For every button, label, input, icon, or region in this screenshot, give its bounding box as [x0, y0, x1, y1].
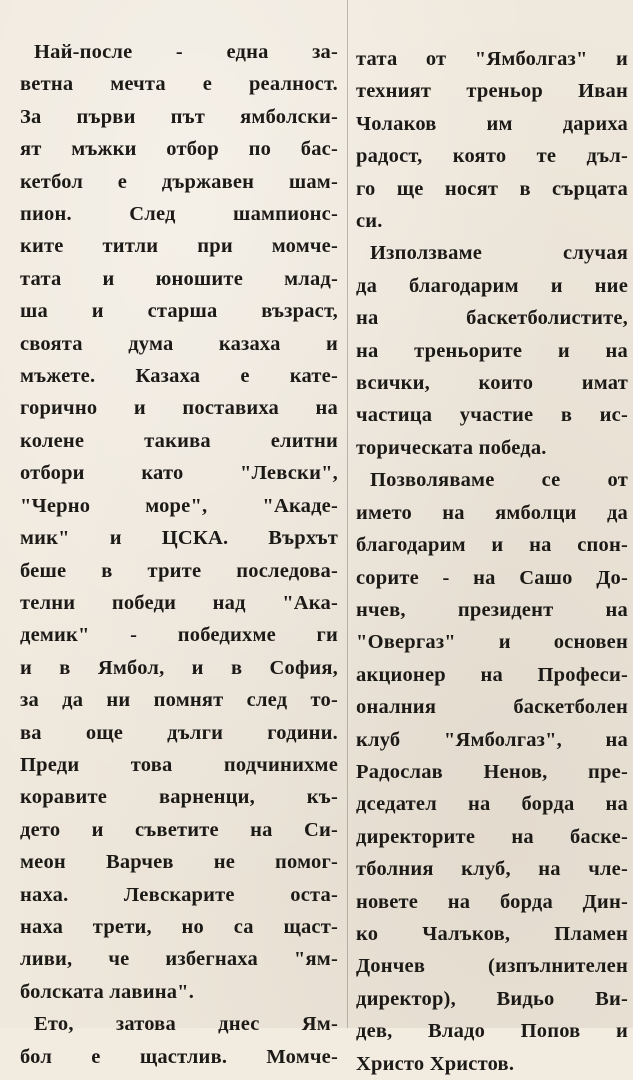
- text-line: пион. След шампионс-: [20, 203, 338, 226]
- text-line: тата от "Ямболгаз" и: [356, 48, 628, 70]
- text-line: на треньорите и на: [356, 339, 628, 362]
- text-line: радост, която те дъл-: [356, 145, 628, 168]
- text-line: наха трети, но са щаст-: [20, 915, 338, 938]
- text-line: на баскетболистите,: [356, 307, 628, 330]
- text-line: ките титли при момче-: [20, 235, 338, 258]
- text-line: оналния баскетболен: [356, 696, 628, 719]
- text-line: За първи път ямболски-: [20, 105, 338, 128]
- text-line: ко Чалъков, Пламен: [356, 922, 628, 945]
- text-line: Дончев (изпълнителен: [356, 955, 628, 978]
- text-line: бол е щастлив. Момче-: [20, 1045, 338, 1068]
- text-line: новете на борда Дин-: [356, 890, 628, 913]
- text-line: акционер на Професи-: [356, 663, 628, 686]
- text-line: благодарим и на спон-: [356, 534, 628, 557]
- text-line: Чолаков им дариха: [356, 112, 628, 135]
- text-line: ливи, че избегнаха "ям-: [20, 948, 338, 971]
- text-line: частица участие в ис-: [356, 404, 628, 427]
- text-line: и в Ямбол, и в София,: [20, 656, 338, 679]
- text-line: беше в трите последова-: [20, 559, 338, 582]
- text-line: ша и старша възраст,: [20, 300, 338, 323]
- text-line: демик" - победихме ги: [20, 624, 338, 647]
- text-line: Преди това подчинихме: [20, 753, 338, 776]
- text-line: Радослав Ненов, пре-: [356, 760, 628, 783]
- text-line: меон Варчев не помог-: [20, 851, 338, 874]
- text-line: отбори като "Левски",: [20, 462, 338, 485]
- text-line: Използваме случая: [370, 242, 628, 265]
- text-line: клуб "Ямболгаз", на: [356, 728, 628, 751]
- text-line: ветна мечта е реалност.: [20, 73, 338, 96]
- text-line: наха. Левскарите оста-: [20, 883, 338, 906]
- text-line: тата и юношите млад-: [20, 267, 338, 290]
- text-line: Христо Христов.: [356, 1052, 515, 1075]
- text-line: директор), Видьо Ви-: [356, 987, 628, 1010]
- text-line: сорите - на Сашо До-: [356, 566, 628, 589]
- article-column-right: [356, 0, 628, 1080]
- column-divider: [347, 0, 348, 1028]
- text-line: дев, Владо Попов и: [356, 1020, 628, 1043]
- text-line: коравите варненци, къ-: [20, 786, 338, 809]
- text-line: ят мъжки отбор по бас-: [20, 138, 338, 161]
- text-line: "Овергаз" и основен: [356, 631, 628, 654]
- text-line: горично и поставиха на: [20, 397, 338, 420]
- text-line: дседател на борда на: [356, 793, 628, 816]
- text-line: колене такива елитни: [20, 429, 338, 452]
- text-line: кетбол е държавен шам-: [20, 170, 338, 193]
- text-line: да благодарим и ние: [356, 274, 628, 297]
- text-line: всички, които имат: [356, 372, 628, 395]
- text-line: директорите на баске-: [356, 825, 628, 848]
- text-line: ва още дълги години.: [20, 721, 338, 744]
- text-line: телни победи над "Ака-: [20, 591, 338, 614]
- text-line: за да ни помнят след то-: [20, 689, 338, 712]
- text-line: техният треньор Иван: [356, 80, 628, 103]
- text-line: дето и съветите на Си-: [20, 818, 338, 841]
- text-line: си.: [356, 210, 383, 233]
- text-line: Ето, затова днес Ям-: [34, 1013, 338, 1036]
- text-line: торическата победа.: [356, 436, 547, 459]
- text-line: болската лавина".: [20, 980, 195, 1003]
- text-line: мъжете. Казаха е кате-: [20, 365, 338, 388]
- text-line: своята дума казаха и: [20, 332, 338, 355]
- text-line: тболния клуб, на чле-: [356, 858, 628, 881]
- text-line: Най-после - една за-: [34, 41, 338, 63]
- text-line: Позволяваме се от: [370, 469, 628, 492]
- text-line: името на ямболци да: [356, 501, 628, 524]
- article-column-left: [20, 0, 338, 1073]
- text-line: го ще носят в сърцата: [356, 177, 628, 200]
- text-line: мик" и ЦСКА. Върхът: [20, 527, 338, 550]
- text-line: "Черно море", "Акаде-: [20, 494, 338, 517]
- text-line: нчев, президент на: [356, 598, 628, 621]
